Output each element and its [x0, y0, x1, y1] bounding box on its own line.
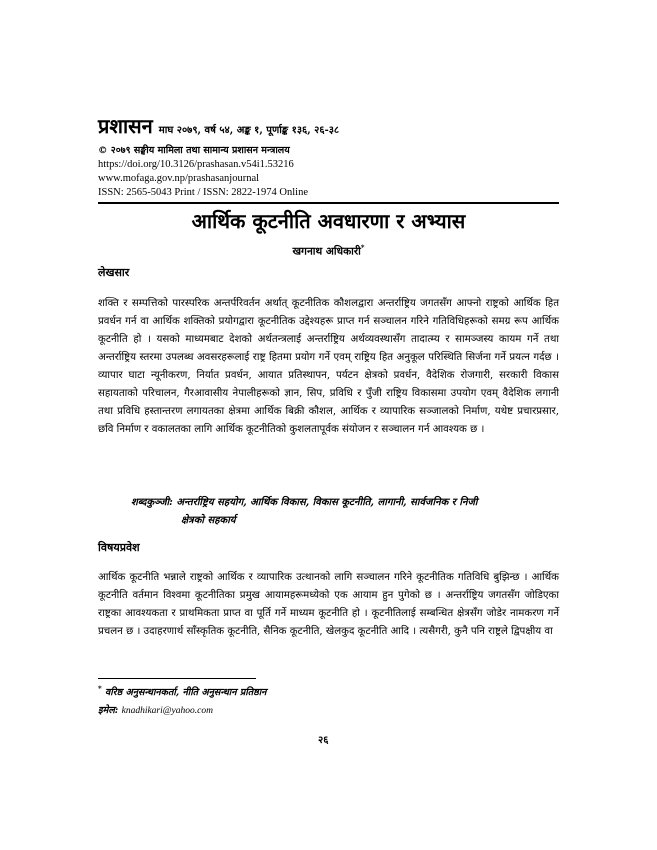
footnote-mark: *: [98, 684, 102, 693]
article-title: आर्थिक कूटनीति अवधारणा र अभ्यास: [191, 209, 466, 233]
email-address[interactable]: knadhikari@yahoo.com: [121, 706, 213, 716]
page-number: २६: [318, 735, 329, 746]
keywords-text-continued: क्षेत्रको सहकार्य: [181, 515, 236, 526]
email-label: इमेल:: [98, 705, 119, 716]
journal-masthead: [98, 112, 568, 139]
issn-line: ISSN: 2565-5043 Print / ISSN: 2822-1974 Online: [98, 187, 309, 198]
abstract-heading: लेखसार: [98, 266, 130, 279]
copyright-line: © २०७९ सङ्घीय मामिला तथा सामान्य प्रशासन मन्त्रालय: [98, 145, 290, 156]
abstract-body: शक्ति र सम्पत्तिको पारस्परिक अन्तर्परिवर्तन अर्थात् कूटनीतिक कौशलद्वारा अन्तर्राष्ट्रिय जगतसँग आफ्नो राष्ट्रको आर्थिक हित प्रवर्धन गर्न वा आर्थिक शक्तिको प्रयोगद्वारा कूटनीतिक उद्देश्यहरू प्राप्त गर्न सञ्चालन गरिने गतिविधिहरूको समग्र रूप आर्थिक कूटनीति हो । यसको माध्यमबाट देशको अर्थतन्त्रलाई अन्तर्राष्ट्रिय अर्थव्यवस्थासँग तादात्म्य र सामञ्जस्य कायम गर्ने तथा अन्तर्राष्ट्रिय स्तरमा उपलब्ध अवसरहरूलाई राष्ट्र हितमा प्रयोग गर्ने एवम् राष्ट्रिय हित अनुकूल परिस्थिति सिर्जना गर्ने प्रयत्न गर्दछ । व्यापार घाटा न्यूनीकरण, निर्यात प्रवर्धन, आयात प्रतिस्थापन, पर्यटन क्षेत्रको प्रवर्धन, वैदेशिक रोजगारी, सरकारी विकास सहायताको परिचालन, गैरआवासीय नेपालीहरूको ज्ञान, सिप, प्रविधि र पुँजी राष्ट्रिय विकासमा उपयोग एवम् वैदेशिक लगानी तथा प्रविधि हस्तान्तरण लगायतका क्षेत्रमा आर्थिक बिक्री कौशल, आर्थिक र व्यापारिक सञ्जालको निर्माण, यथेष्ट प्रचारप्रसार, छवि निर्माण र वकालतका लागि आर्थिक कूटनीतिको कुशलतापूर्वक संयोजन र सञ्चालन गर्न आवश्यक छ ।: [98, 298, 559, 435]
keywords-text: अन्तर्राष्ट्रिय सहयोग, आर्थिक विकास, विकास कूटनीति, लागानी, सार्वजनिक र निजी: [176, 497, 478, 508]
journal-header: [98, 112, 568, 200]
doi-link[interactable]: https://doi.org/10.3126/prashasan.v54i1.53216: [98, 159, 294, 170]
intro-heading: विषयप्रवेश: [98, 541, 140, 554]
keywords-label: शब्दकुञ्जी:: [131, 497, 173, 508]
issue-info: माघ २०७९, वर्ष ५४, अङ्क १, पूर्णाङ्क १३६, २६-३८: [158, 125, 340, 136]
header-divider: [98, 202, 559, 204]
journal-name: प्रशासन: [98, 114, 153, 138]
journal-url[interactable]: www.mofaga.gov.np/prashasanjournal: [98, 173, 260, 184]
footnote-email: [98, 703, 213, 716]
footnote-affiliation: [98, 684, 266, 698]
keywords-block: [131, 494, 561, 530]
author-line: [98, 243, 559, 259]
author-footnote-mark: *: [360, 243, 365, 252]
footnote-divider: [98, 678, 256, 679]
author-name: खगनाथ अधिकारी: [292, 245, 361, 258]
intro-body: आर्थिक कूटनीति भन्नाले राष्ट्रको आर्थिक र व्यापारिक उत्थानको लागि सञ्चालन गरिने कूटनीतिक गतिविधि बुझिन्छ । आर्थिक कूटनीति वर्तमान विश्वमा कूटनीतिका प्रमुख आयामहरूमध्येको एक आयाम हुन पुगेको छ । अन्तर्राष्ट्रिय जगतसँग जोडिएका राष्ट्रका आवश्यकता र प्राथमिकता प्राप्त वा पूर्ति गर्ने माध्यम कूटनीति हो । कूटनीतिलाई सम्बन्धित क्षेत्रसँग जोडेर नामकरण गर्ने प्रचलन छ । उदाहरणार्थ साँस्कृतिक कूटनीति, सैनिक कूटनीति, खेलकुद कूटनीति आदि । त्यसैगरी, कुनै पनि राष्ट्रले द्विपक्षीय वा: [98, 572, 559, 637]
footnote-affiliation-text: वरिष्ठ अनुसन्धानकर्ता, नीति अनुसन्धान प्रतिष्ठान: [104, 687, 267, 699]
